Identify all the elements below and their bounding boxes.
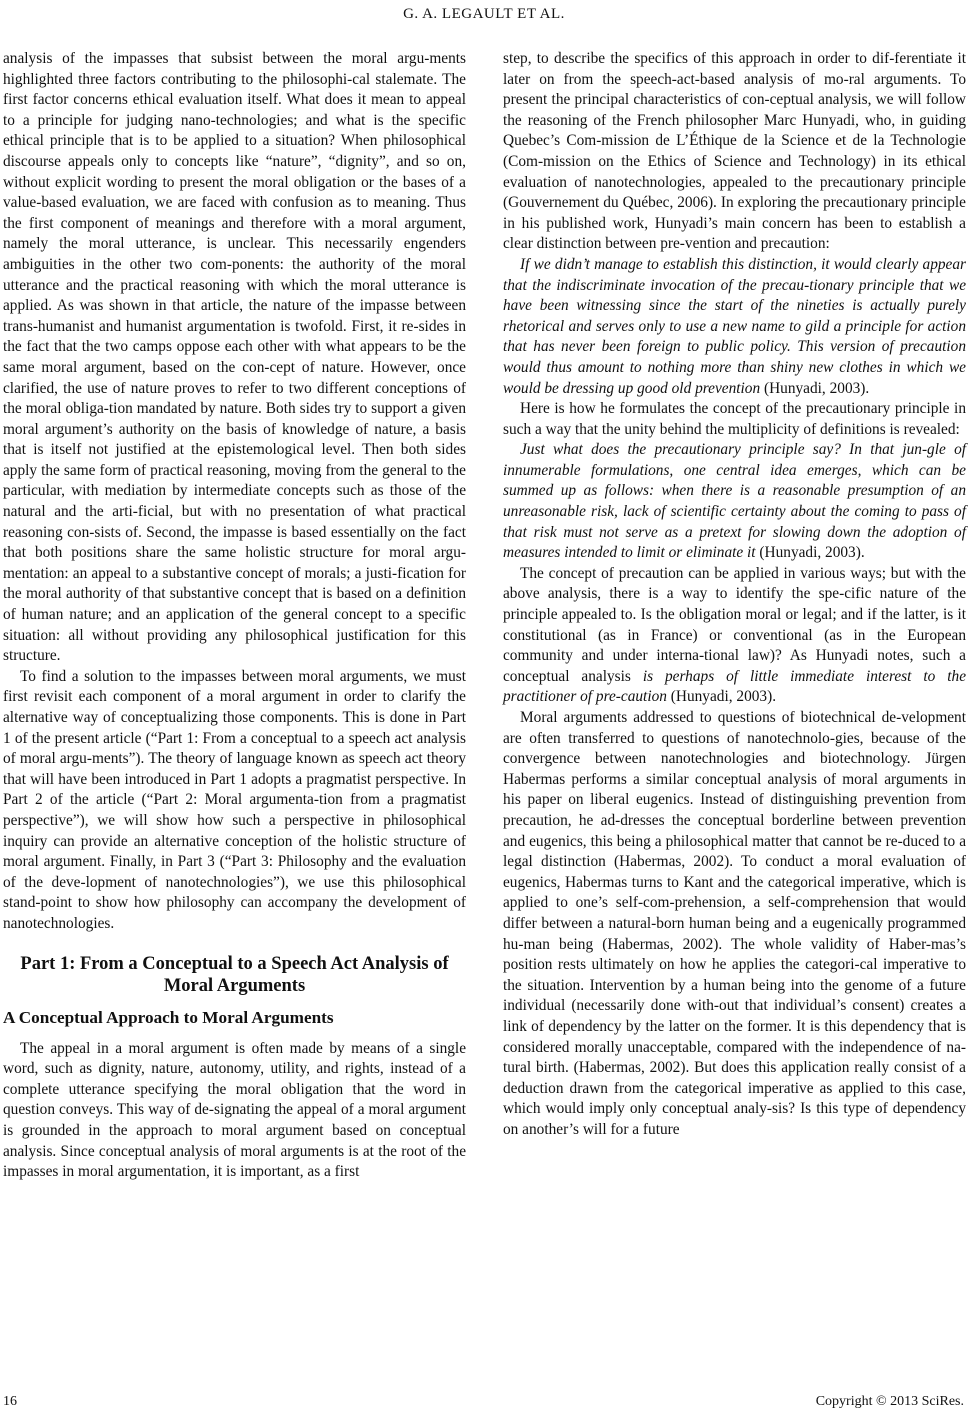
page-number: 16 [3, 1394, 17, 1409]
body-paragraph: Here is how he formulates the concept of the precautionary principle in such a way that the unity behind the multiplicity of definitions is revealed: [503, 400, 966, 438]
body-paragraph: To find a solution to the impasses between moral arguments, we must first revisit each component of a moral argument in order to clarify the alternative way of conceptualizing those components. This is done in Part 1 of the present article (“Part 1: From a conceptual to a speech act analysis of moral argu-ments”). The theory of language known as speech act theory that will have been introduced in Part 1 adopts a pragmatist perspective. In Part 2 of the article (“Part 2: Moral argumenta-tion from a pragmatist perspective”), we will show how such a perspective in philosophical inquiry can provide an alternative conception of the holistic structure of moral argument. Finally, in Part 3 (“Part 3: Philosophy and the evaluation of the deve-lopment of nanotechnologies”), we use this philosophical stand-point to show how philosophy can accompany the development of nanotechnologies. [3, 667, 466, 932]
citation: (Hunyadi, 2003). [666, 688, 777, 706]
quote-citation: (Hunyadi, 2003). [755, 544, 865, 562]
text-span: The concept of precaution can be applied in various ways; but with the above analysis, there is a way to identify the spe-cific nature of the principle appealed to. Is the obligation moral or legal; and if the latter, is it constitutional (as in France) or conventional (as in the European community and under interna-tional law)? As Hunyadi notes, such a conceptual analysis [503, 564, 966, 685]
body-paragraph: analysis of the impasses that subsist between the moral argu-ments highlighted three factors contributing to the philosophi-cal stalemate. The first factor concerns ethical evaluation itself. What does it mean to appeal to a principle for judging nano-technologies; and what is the specific ethical principle that is to be applied to a situation? When philosophical discourse appeals only to concepts like “nature”, “dignity”, and so on, without explicit wording to present the moral obligation or the bases of a value-based evaluation, we are faced with confusion as to meaning. Thus the first component of meanings and therefore with a moral argument, namely the moral utterance, is unclear. This necessarily engenders ambiguities in the other two com-ponents: the authority of the moral utterance and the practical reasoning with which the moral utterance is applied. As was shown in that article, the nature of the impasse between trans-humanist and humanist argumentation is twofold. First, it re-sides in the fact that the two camps oppose each other with what appears to be the same moral argument, based on the con-cept of nature. However, once clarified, the use of nature proves to refer to two different conceptions of the moral obliga-tion mandated by nature. Both sides try to support a given moral argument’s authority on the basis of knowledge of nature, a basis that is itself not justified at the epistemological level. Then both sides apply the same form of practical reasoning, moving from the general to the particular, with mediation by intermediate concepts such as those of the natural and the arti-ficial, but with no presentation of what practical reasoning con-sists of. Second, the impasse is based essentially on the fact that both positions share the same holistic structure for moral argu-mentation: an appeal to a substantive concept of morals; a justi-fication for the moral authority of that substantive concept that is based on a definition of human nature; and an application of the general concept to a specific situation: all without providing any philosophical justification for this structure. [3, 50, 466, 665]
body-paragraph: The appeal in a moral argument is often made by means of a single word, such as dignity, nature, autonomy, utility, and rights, instead of a complete utterance specifying the moral obligation that the word in question conveys. This way of de-signating the appeal of a moral argument is grounded in the approach to moral argument based on conceptual analysis. Since conceptual analysis of moral arguments is at the root of the impasses in moral argumentation, it is important, as a first [3, 1039, 466, 1181]
block-quote [503, 255, 966, 399]
left-column [3, 49, 466, 1183]
quote-text: If we didn’t manage to establish this distinction, it would clearly appear that the indiscriminate invocation of the precau-tionary principle that we have been witnessing since the start of the nineties is actually purely rhetorical and serves only to use a new name to gild a principle for action that has never been foreign to public policy. This version of precaution would thus amount to nothing more than shiny new clothes in which we would be dressing up good old prevention [503, 255, 966, 397]
section-heading: A Conceptual Approach to Moral Arguments [3, 1007, 334, 1027]
quote-citation: (Hunyadi, 2003). [760, 379, 870, 397]
block-quote [503, 440, 966, 564]
part-heading: Part 1: From a Conceptual to a Speech Act Analysis of Moral Arguments [20, 953, 449, 996]
right-column [503, 49, 966, 1140]
quote-text: Just what does the precautionary principle say? In that jun-gle of innumerable formulations, one central idea emerges, which can be summed up as follows: when there is a reasonable presumption of an unreasonable risk, lack of scientific certainty about the coming to pass of that risk must not serve as a pretext for slowing down the adoption of measures intended to limit or eliminate it [503, 441, 966, 562]
running-header: G. A. LEGAULT ET AL. [403, 6, 565, 22]
body-paragraph [503, 564, 966, 708]
italic-span: is perhaps of little immediate interest to the practitioner of pre-caution [503, 667, 967, 706]
body-paragraph: Moral arguments addressed to questions of biotechnical de-velopment are often transferred to questions of nanotechnolo-gies, because of the convergence between nanotechnologies and biotechnology. Jürgen Habermas performs a similar conceptual analysis of moral arguments in his paper on liberal eugenics. Instead of distinguishing prevention from precaution, he ad-dresses the conceptual borderline between prevention and eugenics, this being a philosophical matter that cannot be re-duced to a legal distinction (Habermas, 2002). To conduct a moral evaluation of eugenics, Habermas turns to Kant and the categorical imperative, which is applied to one’s self-com-prehension, a self-comprehension that would differ between a natural-born human being and a eugenically programmed hu-man being (Habermas, 2002). The whole validity of Haber-mas’s position rests ultimately on how he applies the categori-cal imperative to the situation. Intervention by a human being into the genome of a future individual (necessarily done with-out that individual’s consent) creates a link of dependency by the latter on the former. It is this dependency that is considered morally unacceptable, compared with the independence of na-tural birth. (Habermas, 2002). But does this application really consist of a deduction drawn from the categorical imperative as applied to this case, which would imply only conceptual analy-sis? Is this type of dependency on another’s will for a future [503, 709, 966, 1138]
copyright-notice: Copyright © 2013 SciRes. [815, 1394, 964, 1409]
body-paragraph: step, to describe the specifics of this approach in order to dif-ferentiate it later on from the speech-act-based analysis of mo-ral arguments. To present the principal characteristics of con-ceptual analysis, we will follow the reasoning of the French philosopher Marc Hunyadi, who, in guiding Quebec’s Com-mission de L’Éthique de la Science et de la Technologie (Com-mission on the Ethics of Science and Technology) in its ethical evaluation of nanotechnologies, appealed to the precautionary principle (Gouvernement du Québec, 2006). In exploring the precautionary principle in his published work, Hunyadi’s main concern has been to establish a clear distinction between pre-vention and precaution: [503, 50, 966, 253]
